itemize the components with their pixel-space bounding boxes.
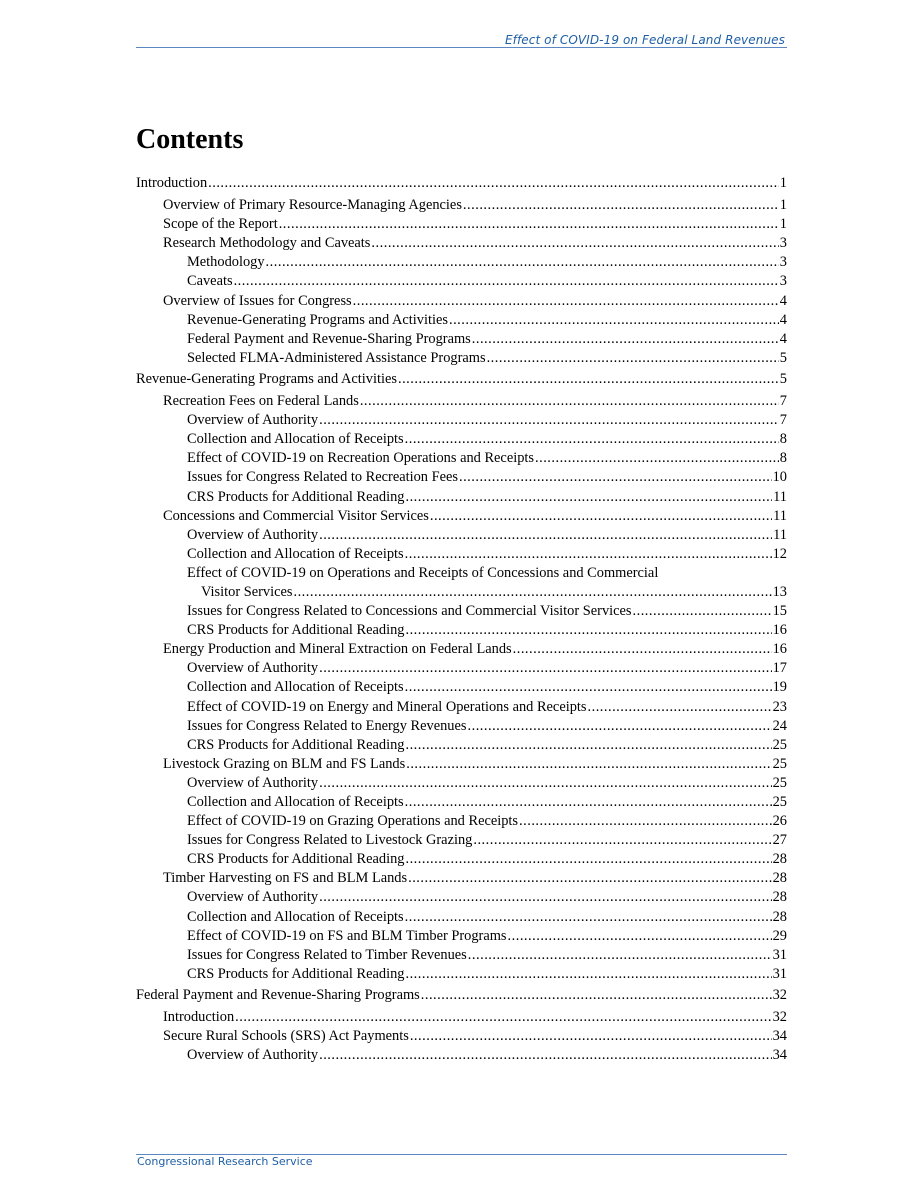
toc-page-number: 7 [779, 412, 787, 429]
toc-entry[interactable] [136, 678, 787, 697]
toc-page-number: 24 [772, 717, 787, 734]
toc-page-number: 8 [779, 450, 787, 467]
toc-entry-label: Federal Payment and Revenue-Sharing Programs [187, 330, 471, 347]
toc-entry-label: Secure Rural Schools (SRS) Act Payments [163, 1028, 409, 1045]
toc-entry-label: Recreation Fees on Federal Lands [163, 393, 359, 410]
toc-dot-leader [234, 272, 779, 291]
footer-text: Congressional Research Service [137, 1155, 313, 1168]
toc-page-number: 3 [779, 254, 787, 271]
toc-entry[interactable] [136, 545, 787, 564]
toc-entry-label: Overview of Authority [187, 1047, 319, 1064]
toc-entry[interactable] [136, 986, 787, 1005]
toc-entry-label: Revenue-Generating Programs and Activities [187, 311, 448, 328]
toc-entry-label: Overview of Authority [187, 774, 319, 791]
toc-entry-label: CRS Products for Additional Reading [187, 851, 405, 868]
toc-entry[interactable] [136, 793, 787, 812]
toc-dot-leader [405, 621, 771, 640]
toc-entry[interactable] [136, 774, 787, 793]
toc-page-number: 19 [772, 679, 787, 696]
toc-entry[interactable] [136, 272, 787, 291]
toc-entry[interactable] [136, 698, 787, 717]
toc-entry-label: Issues for Congress Related to Timber Revenues [187, 946, 467, 963]
toc-dot-leader [398, 370, 779, 389]
toc-dot-leader [266, 253, 779, 272]
toc-entry-label: Issues for Congress Related to Recreation Fees [187, 469, 458, 486]
toc-entry-label: Effect of COVID-19 on Grazing Operations and Receipts [187, 813, 519, 830]
toc-entry-label: Overview of Authority [187, 660, 319, 677]
toc-dot-leader [405, 736, 771, 755]
toc-entry[interactable] [136, 253, 787, 272]
toc-dot-leader [360, 392, 779, 411]
toc-dot-leader [319, 659, 772, 678]
toc-entry-label: CRS Products for Additional Reading [187, 965, 405, 982]
toc-entry[interactable] [136, 1027, 787, 1046]
toc-entry-label: Issues for Congress Related to Livestock Grazing [187, 832, 473, 849]
toc-page-number: 25 [772, 794, 787, 810]
toc-page-number: 11 [773, 507, 787, 524]
toc-dot-leader [405, 678, 772, 697]
toc-entry[interactable] [136, 349, 787, 368]
toc-dot-leader [410, 1027, 772, 1046]
toc-entry-label: Overview of Authority [187, 412, 319, 429]
toc-entry-label: Collection and Allocation of Receipts [187, 431, 404, 448]
toc-entry[interactable] [136, 311, 787, 330]
toc-entry-label: Collection and Allocation of Receipts [187, 545, 404, 562]
toc-dot-leader [208, 174, 779, 193]
toc-entry[interactable] [136, 564, 787, 583]
toc-entry[interactable] [136, 196, 787, 215]
toc-page-number: 25 [772, 774, 787, 791]
toc-page-number: 28 [772, 870, 787, 887]
toc-page-number: 31 [772, 946, 787, 963]
toc-dot-leader [468, 717, 772, 736]
toc-entry-label: Issues for Congress Related to Concessions and Commercial Visitor Services [187, 603, 632, 620]
toc-page-number: 1 [779, 197, 787, 214]
toc-entry[interactable] [136, 526, 787, 545]
toc-dot-leader [353, 292, 779, 311]
toc-dot-leader [473, 831, 771, 850]
toc-page-number: 29 [772, 927, 787, 944]
toc-page-number: 17 [772, 660, 787, 677]
toc-entry-label: Scope of the Report [163, 216, 278, 233]
toc-dot-leader [588, 698, 772, 717]
toc-entry[interactable] [136, 812, 787, 831]
toc-page-number: 31 [772, 965, 787, 982]
toc-entry-label: Introduction [163, 1009, 235, 1026]
toc-page-number: 28 [772, 908, 787, 925]
toc-dot-leader [319, 888, 772, 907]
toc-entry-label: CRS Products for Additional Reading [187, 488, 405, 505]
toc-dot-leader [463, 196, 779, 215]
toc-entry-label: Energy Production and Mineral Extraction on Federal Lands [163, 641, 512, 658]
toc-entry[interactable] [136, 174, 787, 193]
toc-entry[interactable] [136, 215, 787, 234]
toc-page-number: 28 [772, 851, 787, 868]
toc-dot-leader [430, 507, 772, 526]
toc-page-number: 1 [779, 175, 787, 191]
toc-page-number: 32 [772, 1009, 787, 1026]
toc-page-number: 32 [772, 986, 787, 1003]
toc-page-number: 1 [779, 216, 787, 233]
toc-entry[interactable] [136, 659, 787, 678]
toc-page-number: 23 [772, 698, 787, 715]
toc-page-number: 4 [779, 311, 787, 328]
toc-entry-label: Effect of COVID-19 on FS and BLM Timber Programs [187, 927, 507, 944]
toc-dot-leader [513, 640, 772, 659]
toc-dot-leader [371, 234, 778, 253]
toc-entry[interactable] [136, 850, 787, 869]
toc-entry-label: Livestock Grazing on BLM and FS Lands [163, 755, 406, 772]
toc-page-number: 4 [779, 292, 787, 309]
toc-entry[interactable] [136, 1008, 787, 1027]
toc-page-number: 3 [779, 273, 787, 290]
toc-page-number: 3 [779, 235, 787, 252]
toc-dot-leader [279, 215, 779, 234]
toc-dot-leader [449, 311, 779, 330]
toc-entry[interactable] [136, 430, 787, 449]
toc-entry-label: Collection and Allocation of Receipts [187, 794, 404, 810]
toc-page-number: 4 [779, 330, 787, 347]
toc-dot-leader [293, 583, 771, 602]
toc-entry-label: CRS Products for Additional Reading [187, 622, 405, 639]
toc-entry[interactable] [136, 736, 787, 755]
toc-page-number: 28 [772, 889, 787, 906]
toc-entry-label: Collection and Allocation of Receipts [187, 908, 404, 925]
toc-dot-leader [405, 850, 771, 869]
toc-entry[interactable] [136, 946, 787, 965]
running-header-title: Effect of COVID-19 on Federal Land Revenues [504, 33, 785, 47]
toc-dot-leader [405, 488, 772, 507]
toc-entry[interactable] [136, 965, 787, 984]
toc-dot-leader [535, 449, 779, 468]
toc-entry-label: Selected FLMA-Administered Assistance Programs [187, 349, 486, 366]
toc-page-number: 13 [772, 583, 787, 600]
toc-page-number: 11 [773, 526, 787, 543]
toc-dot-leader [487, 349, 779, 368]
toc-entry-label: Federal Payment and Revenue-Sharing Programs [136, 986, 420, 1003]
toc-entry[interactable] [136, 468, 787, 487]
toc-page-number: 7 [779, 393, 787, 410]
toc-entry-label: Caveats [187, 273, 233, 290]
toc-entry[interactable] [136, 392, 787, 411]
toc-page-number: 34 [772, 1047, 787, 1064]
toc-dot-leader [468, 946, 772, 965]
toc-page-number: 10 [772, 469, 787, 486]
toc-page-number: 34 [772, 1028, 787, 1045]
toc-entry-label: Overview of Authority [187, 526, 319, 543]
page-title: Contents [136, 124, 244, 155]
toc-entry[interactable] [136, 602, 787, 621]
toc-entry[interactable] [136, 330, 787, 349]
toc-page-number: 5 [779, 349, 787, 366]
toc-entry-label: Overview of Authority [187, 889, 319, 906]
toc-entry-label: Introduction [136, 175, 208, 191]
toc-entry-label: Effect of COVID-19 on Energy and Mineral Operations and Receipts [187, 698, 587, 715]
toc-entry[interactable] [136, 927, 787, 946]
toc-entry-label: Methodology [187, 254, 265, 271]
toc-entry[interactable] [136, 621, 787, 640]
toc-entry-label: Effect of COVID-19 on Recreation Operations and Receipts [187, 450, 534, 467]
toc-entry[interactable] [136, 292, 787, 311]
toc-page-number: 15 [772, 603, 787, 620]
toc-entry-label: Research Methodology and Caveats [163, 235, 371, 252]
toc-entry-label: Collection and Allocation of Receipts [187, 679, 404, 696]
toc-entry-label: Concessions and Commercial Visitor Services [163, 507, 429, 524]
toc-entry-label: Visitor Services [201, 583, 293, 600]
toc-dot-leader [319, 411, 779, 430]
toc-dot-leader [519, 812, 772, 831]
toc-dot-leader [405, 545, 772, 564]
toc-entry-label: Overview of Primary Resource-Managing Agencies [163, 197, 462, 214]
toc-entry[interactable] [136, 1046, 787, 1065]
toc-dot-leader [319, 1046, 772, 1065]
toc-page-number: 11 [773, 488, 787, 505]
header-rule [136, 47, 787, 48]
toc-entry[interactable] [136, 831, 787, 850]
table-of-contents [136, 174, 787, 1065]
toc-dot-leader [472, 330, 779, 349]
toc-dot-leader [421, 986, 772, 1005]
toc-entry-continuation[interactable] [136, 583, 787, 602]
toc-entry[interactable] [136, 908, 787, 927]
toc-entry[interactable] [136, 755, 787, 774]
toc-entry[interactable] [136, 234, 787, 253]
toc-entry[interactable] [136, 888, 787, 907]
toc-entry[interactable] [136, 411, 787, 430]
toc-dot-leader [408, 869, 772, 888]
toc-dot-leader [508, 927, 772, 946]
toc-dot-leader [319, 526, 772, 545]
toc-entry[interactable] [136, 449, 787, 468]
toc-entry[interactable] [136, 507, 787, 526]
toc-page-number: 27 [772, 832, 787, 849]
toc-dot-leader [405, 430, 779, 449]
toc-entry-label: Issues for Congress Related to Energy Revenues [187, 717, 467, 734]
toc-entry[interactable] [136, 717, 787, 736]
toc-page-number: 25 [772, 755, 787, 772]
toc-page-number: 16 [772, 641, 787, 658]
toc-entry[interactable] [136, 869, 787, 888]
toc-entry[interactable] [136, 488, 787, 507]
toc-page-number: 25 [772, 736, 787, 753]
toc-page-number: 26 [772, 813, 787, 830]
toc-dot-leader [405, 965, 771, 984]
toc-dot-leader [459, 468, 772, 487]
toc-dot-leader [319, 774, 772, 793]
toc-page-number: 16 [772, 622, 787, 639]
toc-page-number: 12 [772, 545, 787, 562]
toc-page-number: 5 [779, 370, 787, 387]
toc-dot-leader [405, 908, 772, 927]
toc-dot-leader [406, 755, 771, 774]
toc-entry-label: Effect of COVID-19 on Operations and Receipts of Concessions and Commercial [187, 564, 659, 581]
toc-entry-label: CRS Products for Additional Reading [187, 736, 405, 753]
toc-dot-leader [633, 602, 772, 621]
toc-entry[interactable] [136, 370, 787, 389]
toc-entry[interactable] [136, 640, 787, 659]
toc-entry-label: Overview of Issues for Congress [163, 292, 352, 309]
toc-dot-leader [405, 793, 772, 812]
toc-page-number: 8 [779, 431, 787, 448]
toc-dot-leader [235, 1008, 771, 1027]
toc-entry-label: Timber Harvesting on FS and BLM Lands [163, 870, 408, 887]
toc-entry-label: Revenue-Generating Programs and Activities [136, 370, 397, 387]
